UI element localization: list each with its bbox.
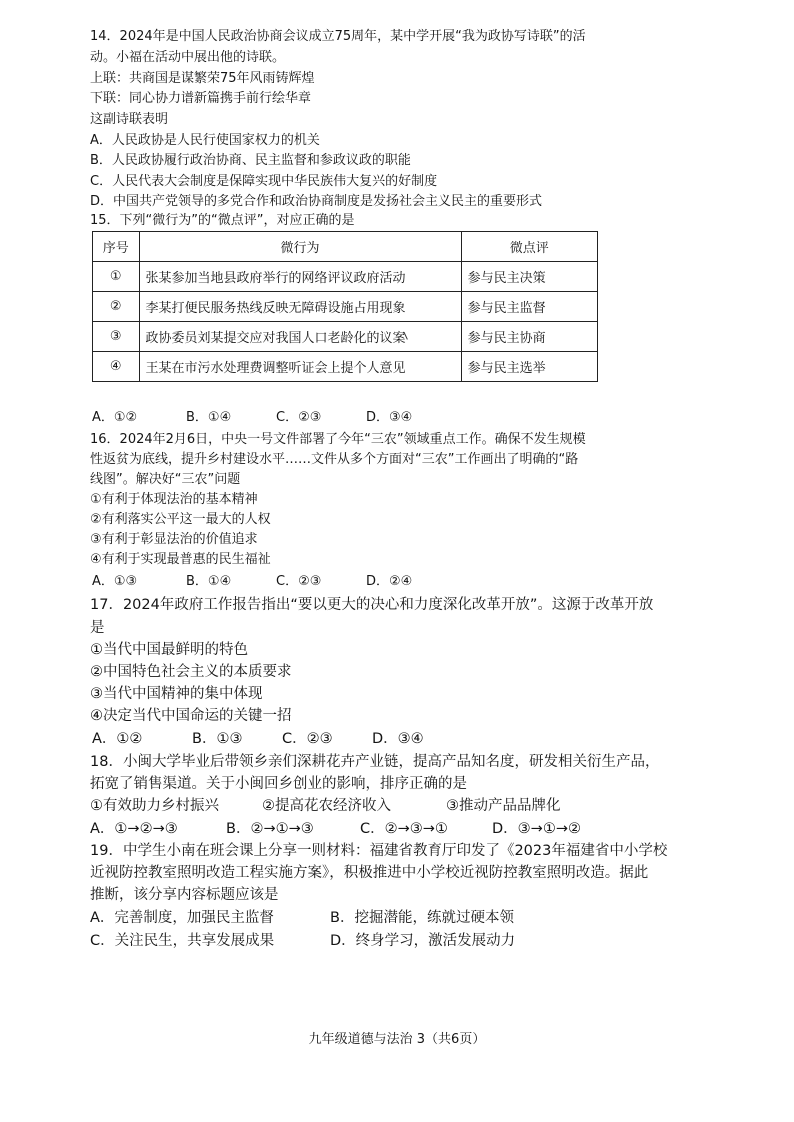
q17-item-1: ①当代中国最鲜明的特色 [90, 642, 248, 658]
q19-stem-line-2: 近视防控教室照明改造工程实施方案》，积极推进中小学校近视防控教室照明改造。据此 [90, 865, 649, 881]
table-header-comment: 微点评 [461, 232, 597, 262]
q16-stem-line-2: 性返贫为底线，提升乡村建设水平……文件从多个方面对“三农”工作画出了明确的“路 [90, 452, 579, 467]
q17-option-a: A．①② [92, 731, 143, 747]
q14-option-d: D．中国共产党领导的多党合作和政治协商制度是发扬社会主义民主的重要形式 [90, 194, 543, 209]
page-footer: 九年级道德与法治 3（共6页） [308, 1032, 486, 1047]
q14-stem-line-2: 动。小福在活动中展出他的诗联。 [90, 50, 286, 65]
q14-upper-couplet: 上联：共商国是谋繁荣75年风雨铸辉煌 [90, 71, 315, 86]
q19-option-d: D．终身学习，激活发展动力 [330, 933, 516, 949]
q14-lower-couplet: 下联：同心协力谱新篇携手前行绘华章 [90, 91, 312, 106]
q18-item-2: ②提高花农经济收入 [262, 798, 391, 814]
q16-stem-line-1: 16．2024年2月6日，中央一号文件部署了今年“三农”领域重点工作。确保不发生规模 [90, 432, 586, 447]
table-header-action: 微行为 [139, 232, 461, 262]
q14-option-a: A．人民政协是人民行使国家权力的机关 [90, 133, 320, 148]
q14-question: 这副诗联表明 [90, 112, 169, 127]
q18-item-3: ③推动产品品牌化 [446, 798, 561, 814]
row-number: ① [93, 262, 140, 292]
q16-option-a: A．①③ [92, 574, 138, 589]
row-comment: 参与民主协商 [461, 322, 597, 352]
q16-item-3: ③有利于彰显法治的价值追求 [90, 532, 258, 547]
q17-stem-line-2: 是 [90, 620, 105, 636]
row-action: 王某在市污水处理费调整听证会上提个人意见 [139, 352, 461, 382]
q19-stem-line-3: 推断，该分享内容标题应该是 [90, 887, 279, 903]
row-action: 张某参加当地县政府举行的网络评议政府活动 [139, 262, 461, 292]
row-action: 政协委员刘某提交应对我国人口老龄化的议案 [139, 322, 461, 352]
q16-option-b: B．①④ [186, 574, 232, 589]
row-comment: 参与民主选举 [461, 352, 597, 382]
q19-stem-line-1: 19．中学生小南在班会课上分享一则材料：福建省教育厅印发了《2023年福建省中小学校 [90, 843, 668, 859]
q16-item-2: ②有利落实公平这一最大的人权 [90, 512, 271, 527]
q16-item-1: ①有利于体现法治的基本精神 [90, 492, 258, 507]
row-comment: 参与民主监督 [461, 292, 597, 322]
q17-item-2: ②中国特色社会主义的本质要求 [90, 664, 292, 680]
table-row [93, 322, 598, 352]
table-row [93, 352, 598, 382]
row-action: 李某打便民服务热线反映无障碍设施占用现象 [139, 292, 461, 322]
q17-option-b: B．①③ [192, 731, 243, 747]
q16-option-c: C．②③ [276, 574, 322, 589]
q19-option-c: C．关注民生，共享发展成果 [90, 933, 275, 949]
q18-stem-line-2: 拓宽了销售渠道。关于小闽回乡创业的影响，排序正确的是 [90, 776, 467, 792]
row-number: ④ [93, 352, 140, 382]
q15-option-d: D．③④ [366, 410, 413, 425]
q17-item-4: ④决定当代中国命运的关键一招 [90, 708, 292, 724]
q18-option-d: D．③→①→② [492, 821, 581, 837]
row-number: ③ [93, 322, 140, 352]
q18-option-b: B．②→①→③ [226, 821, 314, 837]
q18-stem-line-1: 18．小闽大学毕业后带领乡亲们深耕花卉产业链，提高产品知名度，研发相关衍生产品， [90, 754, 660, 770]
table-row [93, 292, 598, 322]
table-header-row [93, 232, 598, 262]
q15-table [92, 231, 598, 382]
q18-item-1: ①有效助力乡村振兴 [90, 798, 219, 814]
q17-item-3: ③当代中国精神的集中体现 [90, 686, 263, 702]
row-comment: 参与民主决策 [461, 262, 597, 292]
q17-stem-line-1: 17．2024年政府工作报告指出“要以更大的决心和力度深化改革开放”。这源于改革开放 [90, 597, 654, 613]
q15-option-a: A．①② [92, 410, 138, 425]
q17-option-c: C．②③ [282, 731, 333, 747]
q16-item-4: ④有利于实现最普惠的民生福祉 [90, 552, 271, 567]
q19-option-b: B．挖掘潜能，练就过硬本领 [330, 910, 514, 926]
q16-stem-line-3: 线图”。解决好“三农”问题 [90, 472, 241, 487]
q15-option-c: C．②③ [276, 410, 322, 425]
table-header-no: 序号 [93, 232, 140, 262]
row-number: ② [93, 292, 140, 322]
table-row [93, 262, 598, 292]
q18-option-c: C．②→③→① [360, 821, 448, 837]
q18-option-a: A．①→②→③ [90, 821, 178, 837]
q19-option-a: A．完善制度，加强民主监督 [90, 910, 274, 926]
q14-option-c: C．人民代表大会制度是保障实现中华民族伟大复兴的好制度 [90, 174, 438, 189]
q15-stem: 15．下列“微行为”的“微点评”，对应正确的是 [90, 213, 355, 228]
q14-stem-line-1: 14．2024年是中国人民政治协商会议成立75周年，某中学开展“我为政协写诗联”的活 [90, 29, 586, 44]
q17-option-d: D．③④ [372, 731, 424, 747]
q16-option-d: D．②④ [366, 574, 413, 589]
q15-option-b: B．①④ [186, 410, 232, 425]
q14-option-b: B．人民政协履行政治协商、民主监督和参政议政的职能 [90, 153, 411, 168]
